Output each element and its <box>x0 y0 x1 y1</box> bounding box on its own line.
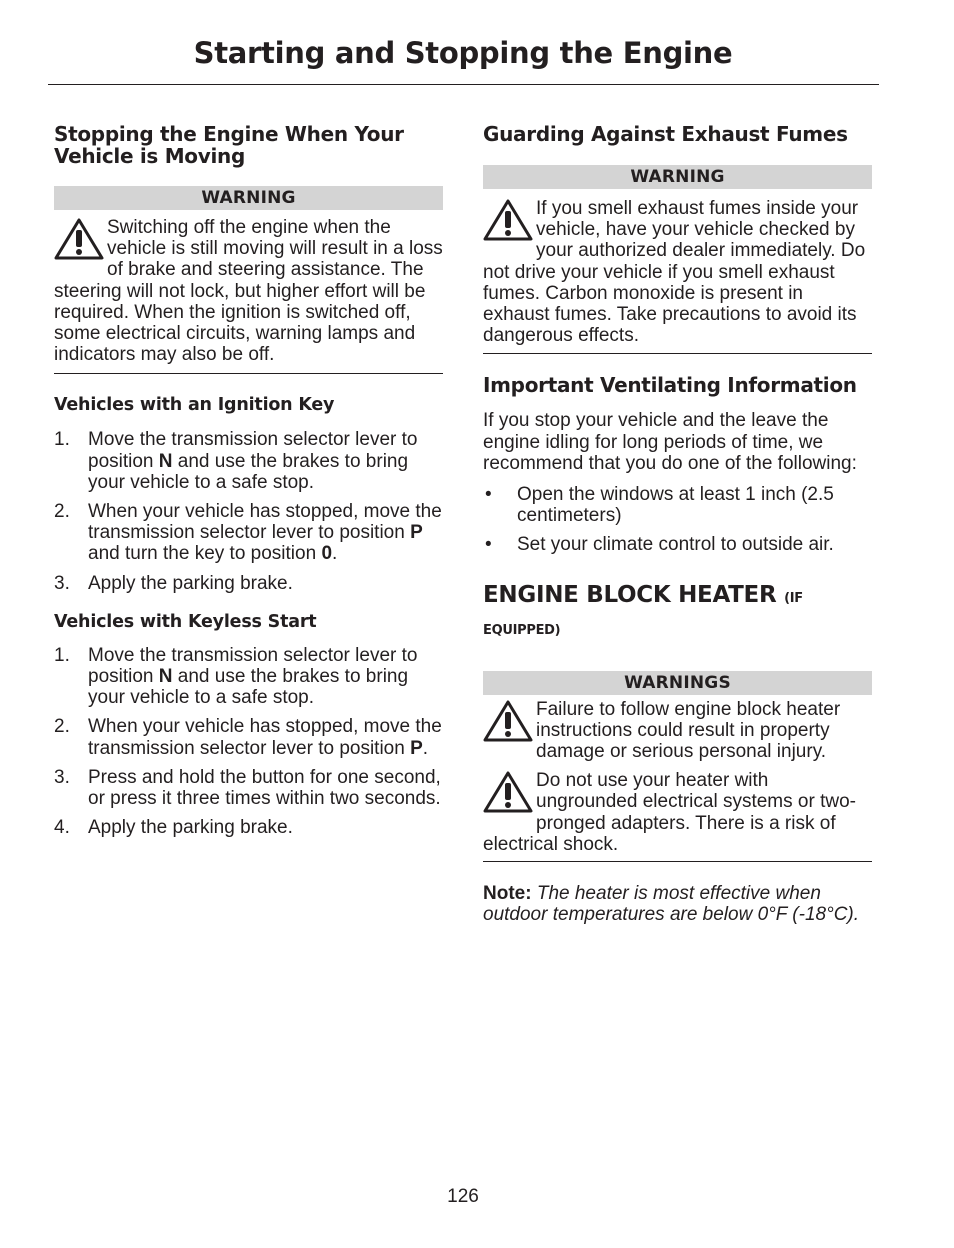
step-text: Apply the parking brake. <box>88 572 293 594</box>
warning-box-heater-2 <box>483 770 872 855</box>
list-item <box>54 817 443 838</box>
step-number: 1. <box>54 644 70 666</box>
bullet-text: Open the windows at least 1 inch (2.5 centimeters) <box>517 484 834 527</box>
heater-note <box>483 883 872 925</box>
ventilating-bullets <box>483 484 872 556</box>
step-text: Apply the parking brake. <box>88 817 293 839</box>
section-heading-ventilating: Important Ventilating Information <box>483 373 857 398</box>
warning-box-exhaust <box>483 198 872 346</box>
keyless-start-steps <box>54 645 443 839</box>
page-number: 126 <box>447 1186 479 1207</box>
note-text: The heater is most effective when outdoor temperatures are below 0°F (-18°C). <box>483 883 860 926</box>
position-label: N <box>158 666 173 688</box>
section-heading-engine-block-heater <box>483 581 872 645</box>
warning-text-heater-2: Do not use your heater with ungrounded electrical systems or two-pronged adapters. There is a risk of electrical shock. <box>483 770 856 855</box>
step-number: 3. <box>54 766 70 788</box>
subheading-ignition-key: Vehicles with an Ignition Key <box>54 395 335 416</box>
left-column <box>54 120 443 838</box>
warnings-header: WARNINGS <box>483 671 872 695</box>
step-text: . <box>332 543 338 565</box>
section-divider <box>483 353 872 354</box>
step-number: 3. <box>54 572 70 594</box>
list-item <box>54 573 443 594</box>
list-item <box>54 429 443 493</box>
list-item <box>54 767 443 809</box>
position-label: P <box>410 522 423 544</box>
step-text: and use the brakes to bring your vehicle to a safe stop. <box>88 666 409 709</box>
warning-triangle-icon <box>483 699 535 745</box>
step-text: and use the brakes to bring your vehicle to a safe stop. <box>88 450 409 493</box>
list-item <box>483 534 872 555</box>
step-text: When your vehicle has stopped, move the transmission selector lever to position <box>88 501 442 544</box>
position-label: N <box>158 450 173 472</box>
section-heading-exhaust-fumes: Guarding Against Exhaust Fumes <box>483 122 848 146</box>
warning-triangle-icon <box>54 217 106 263</box>
list-item <box>54 645 443 709</box>
step-number: 1. <box>54 429 70 451</box>
subheading-keyless-start: Vehicles with Keyless Start <box>54 611 317 632</box>
section-divider <box>483 861 872 862</box>
section-heading-stopping-moving: Stopping the Engine When Your Vehicle is Moving <box>54 122 404 168</box>
heading-suffix: (IF EQUIPPED) <box>483 590 803 638</box>
warning-box-stopping <box>54 217 443 365</box>
warning-triangle-icon <box>483 770 535 816</box>
bullet-text: Set your climate control to outside air. <box>517 534 834 556</box>
position-label: 0 <box>321 543 333 565</box>
step-text: Press and hold the button for one second, or press it three times within two seconds. <box>88 766 441 810</box>
position-label: P <box>410 737 423 759</box>
step-text: and turn the key to position <box>88 543 322 565</box>
step-text: Move the transmission selector lever to position <box>88 429 418 472</box>
ignition-key-steps <box>54 429 443 593</box>
warning-box-heater-1 <box>483 699 872 763</box>
warning-text-stopping: Switching off the engine when the vehicle is still moving will result in a loss of brake and steering assistance. The steering will not lock, but higher effort will be required. When the ignition is switched off, some electrical circuits, warning lamps and indicators may also be off. <box>54 217 443 366</box>
bullet: • <box>485 534 492 556</box>
step-text: . <box>422 737 429 759</box>
page-title: Starting and Stopping the Engine <box>193 36 733 70</box>
right-column <box>483 120 872 925</box>
step-text: When your vehicle has stopped, move the transmission selector lever to position <box>88 716 442 759</box>
warning-header: WARNING <box>483 165 872 189</box>
warning-text-heater-1: Failure to follow engine block heater instructions could result in property damage or serious personal injury. <box>536 698 841 763</box>
warning-triangle-icon <box>483 198 535 244</box>
ventilating-intro: If you stop your vehicle and the leave the engine idling for long periods of time, we recommend that you do one of the following: <box>483 410 857 474</box>
step-text: Move the transmission selector lever to position <box>88 644 418 688</box>
list-item <box>54 716 443 758</box>
warning-header: WARNING <box>54 186 443 210</box>
note-label: Note: <box>483 883 532 905</box>
heading-main: ENGINE BLOCK HEATER <box>483 581 777 608</box>
list-item <box>483 484 872 526</box>
bullet: • <box>485 484 492 506</box>
title-divider <box>48 84 879 85</box>
section-divider <box>54 373 443 374</box>
step-number: 4. <box>54 817 70 839</box>
step-number: 2. <box>54 716 70 738</box>
warning-text-exhaust: If you smell exhaust fumes inside your vehicle, have your vehicle checked by your authorized dealer immediately. Do not drive your vehicle if you smell exhaust fumes. Carbon monoxide is present in exhaust fumes. Take precautions to avoid its dangerous effects. <box>483 198 866 347</box>
step-number: 2. <box>54 501 70 523</box>
list-item <box>54 501 443 565</box>
